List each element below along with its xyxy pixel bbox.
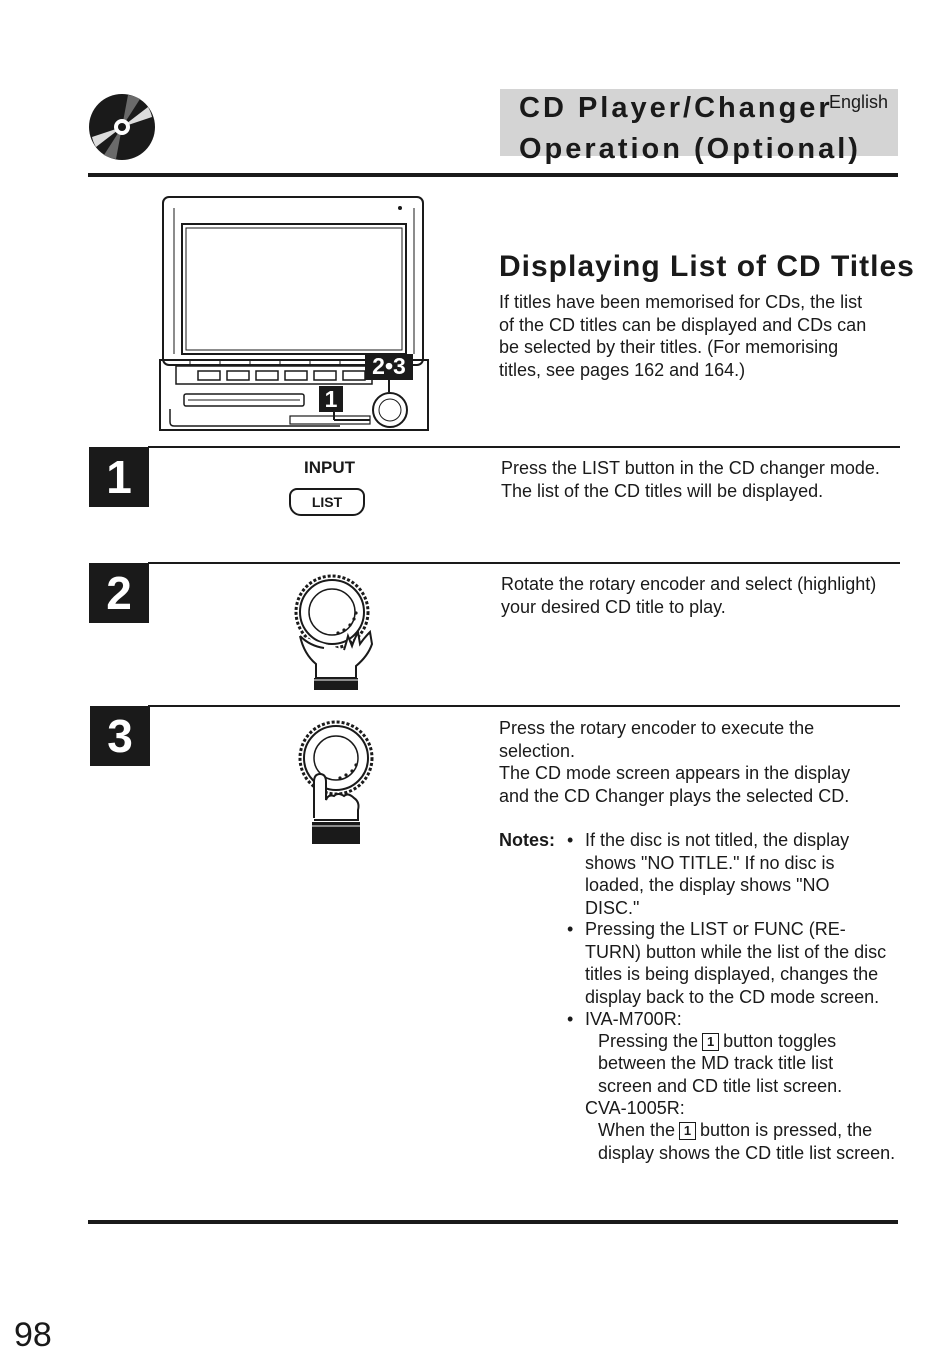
page-title bbox=[519, 88, 861, 170]
callout-1: 1 bbox=[324, 386, 338, 412]
note-3-bullet: • bbox=[567, 1009, 574, 1029]
iva-key-1: 1 bbox=[702, 1033, 719, 1051]
step-2-rule bbox=[148, 562, 900, 564]
cd-disc-icon bbox=[88, 93, 156, 161]
cva-note-line2: display shows the CD title list screen. bbox=[598, 1143, 896, 1163]
note-1-text: If the disc is not titled, the display shows "NO TITLE." If no disc is loaded, the display shows "NO DISC." bbox=[585, 830, 850, 918]
iva-note-line1 bbox=[598, 1030, 918, 1053]
language-label: English bbox=[829, 92, 889, 112]
footer-rule bbox=[88, 1220, 898, 1224]
callout-2-3: 2•3 bbox=[372, 353, 406, 379]
note-2-text: Pressing the LIST or FUNC (RE- TURN) button while the list of the disc titles is being displayed, changes the display back to the CD mode screen. bbox=[585, 919, 887, 1007]
cva-label: CVA-1005R: bbox=[585, 1098, 685, 1118]
section-title: Displaying List of CD Titles bbox=[499, 250, 915, 283]
list-button-illustration: LIST bbox=[289, 488, 365, 516]
step-2-number: 2 bbox=[89, 563, 149, 623]
cva-note-pre: When the bbox=[598, 1120, 676, 1140]
page-number: 98 bbox=[14, 1316, 52, 1354]
head-unit-illustration bbox=[160, 194, 430, 434]
step-1-rule bbox=[148, 446, 900, 448]
iva-note-line2: between the MD track title list bbox=[598, 1053, 834, 1073]
note-2-bullet: • bbox=[567, 919, 574, 939]
section-intro: If titles have been memorised for CDs, the list of the CD titles can be displayed and CDs can be selected by their titles. (For memorising titles, see pages 162 and 164.) bbox=[499, 292, 867, 380]
cva-key-1: 1 bbox=[679, 1122, 696, 1140]
step-2-text: Rotate the rotary encoder and select (highlight) your desired CD title to play. bbox=[501, 574, 877, 617]
note-1-bullet: • bbox=[567, 830, 574, 850]
iva-note-post: button toggles bbox=[723, 1031, 837, 1051]
page-title-line1: CD Player/Changer bbox=[519, 92, 833, 124]
page-title-line2: Operation (Optional) bbox=[519, 133, 861, 165]
step-3-rule bbox=[148, 705, 900, 707]
input-label: INPUT bbox=[304, 458, 355, 477]
header-rule bbox=[88, 173, 898, 177]
cva-note-line1 bbox=[598, 1119, 918, 1142]
step-3-text: Press the rotary encoder to execute the selection. The CD mode screen appears in the display and the CD Changer plays the selected CD. bbox=[499, 718, 851, 806]
note-3-text: IVA-M700R: bbox=[585, 1009, 682, 1029]
rotate-encoder-hand-icon bbox=[290, 574, 380, 694]
press-encoder-hand-icon bbox=[294, 718, 374, 848]
notes-label: Notes: bbox=[499, 830, 556, 850]
iva-note-line3: screen and CD title list screen. bbox=[598, 1076, 843, 1096]
iva-note-pre: Pressing the bbox=[598, 1031, 699, 1051]
cva-note-post: button is pressed, the bbox=[700, 1120, 873, 1140]
step-1-number: 1 bbox=[89, 447, 149, 507]
step-3-number: 3 bbox=[90, 706, 150, 766]
step-1-text: Press the LIST button in the CD changer mode. The list of the CD titles will be displayed. bbox=[501, 458, 880, 501]
